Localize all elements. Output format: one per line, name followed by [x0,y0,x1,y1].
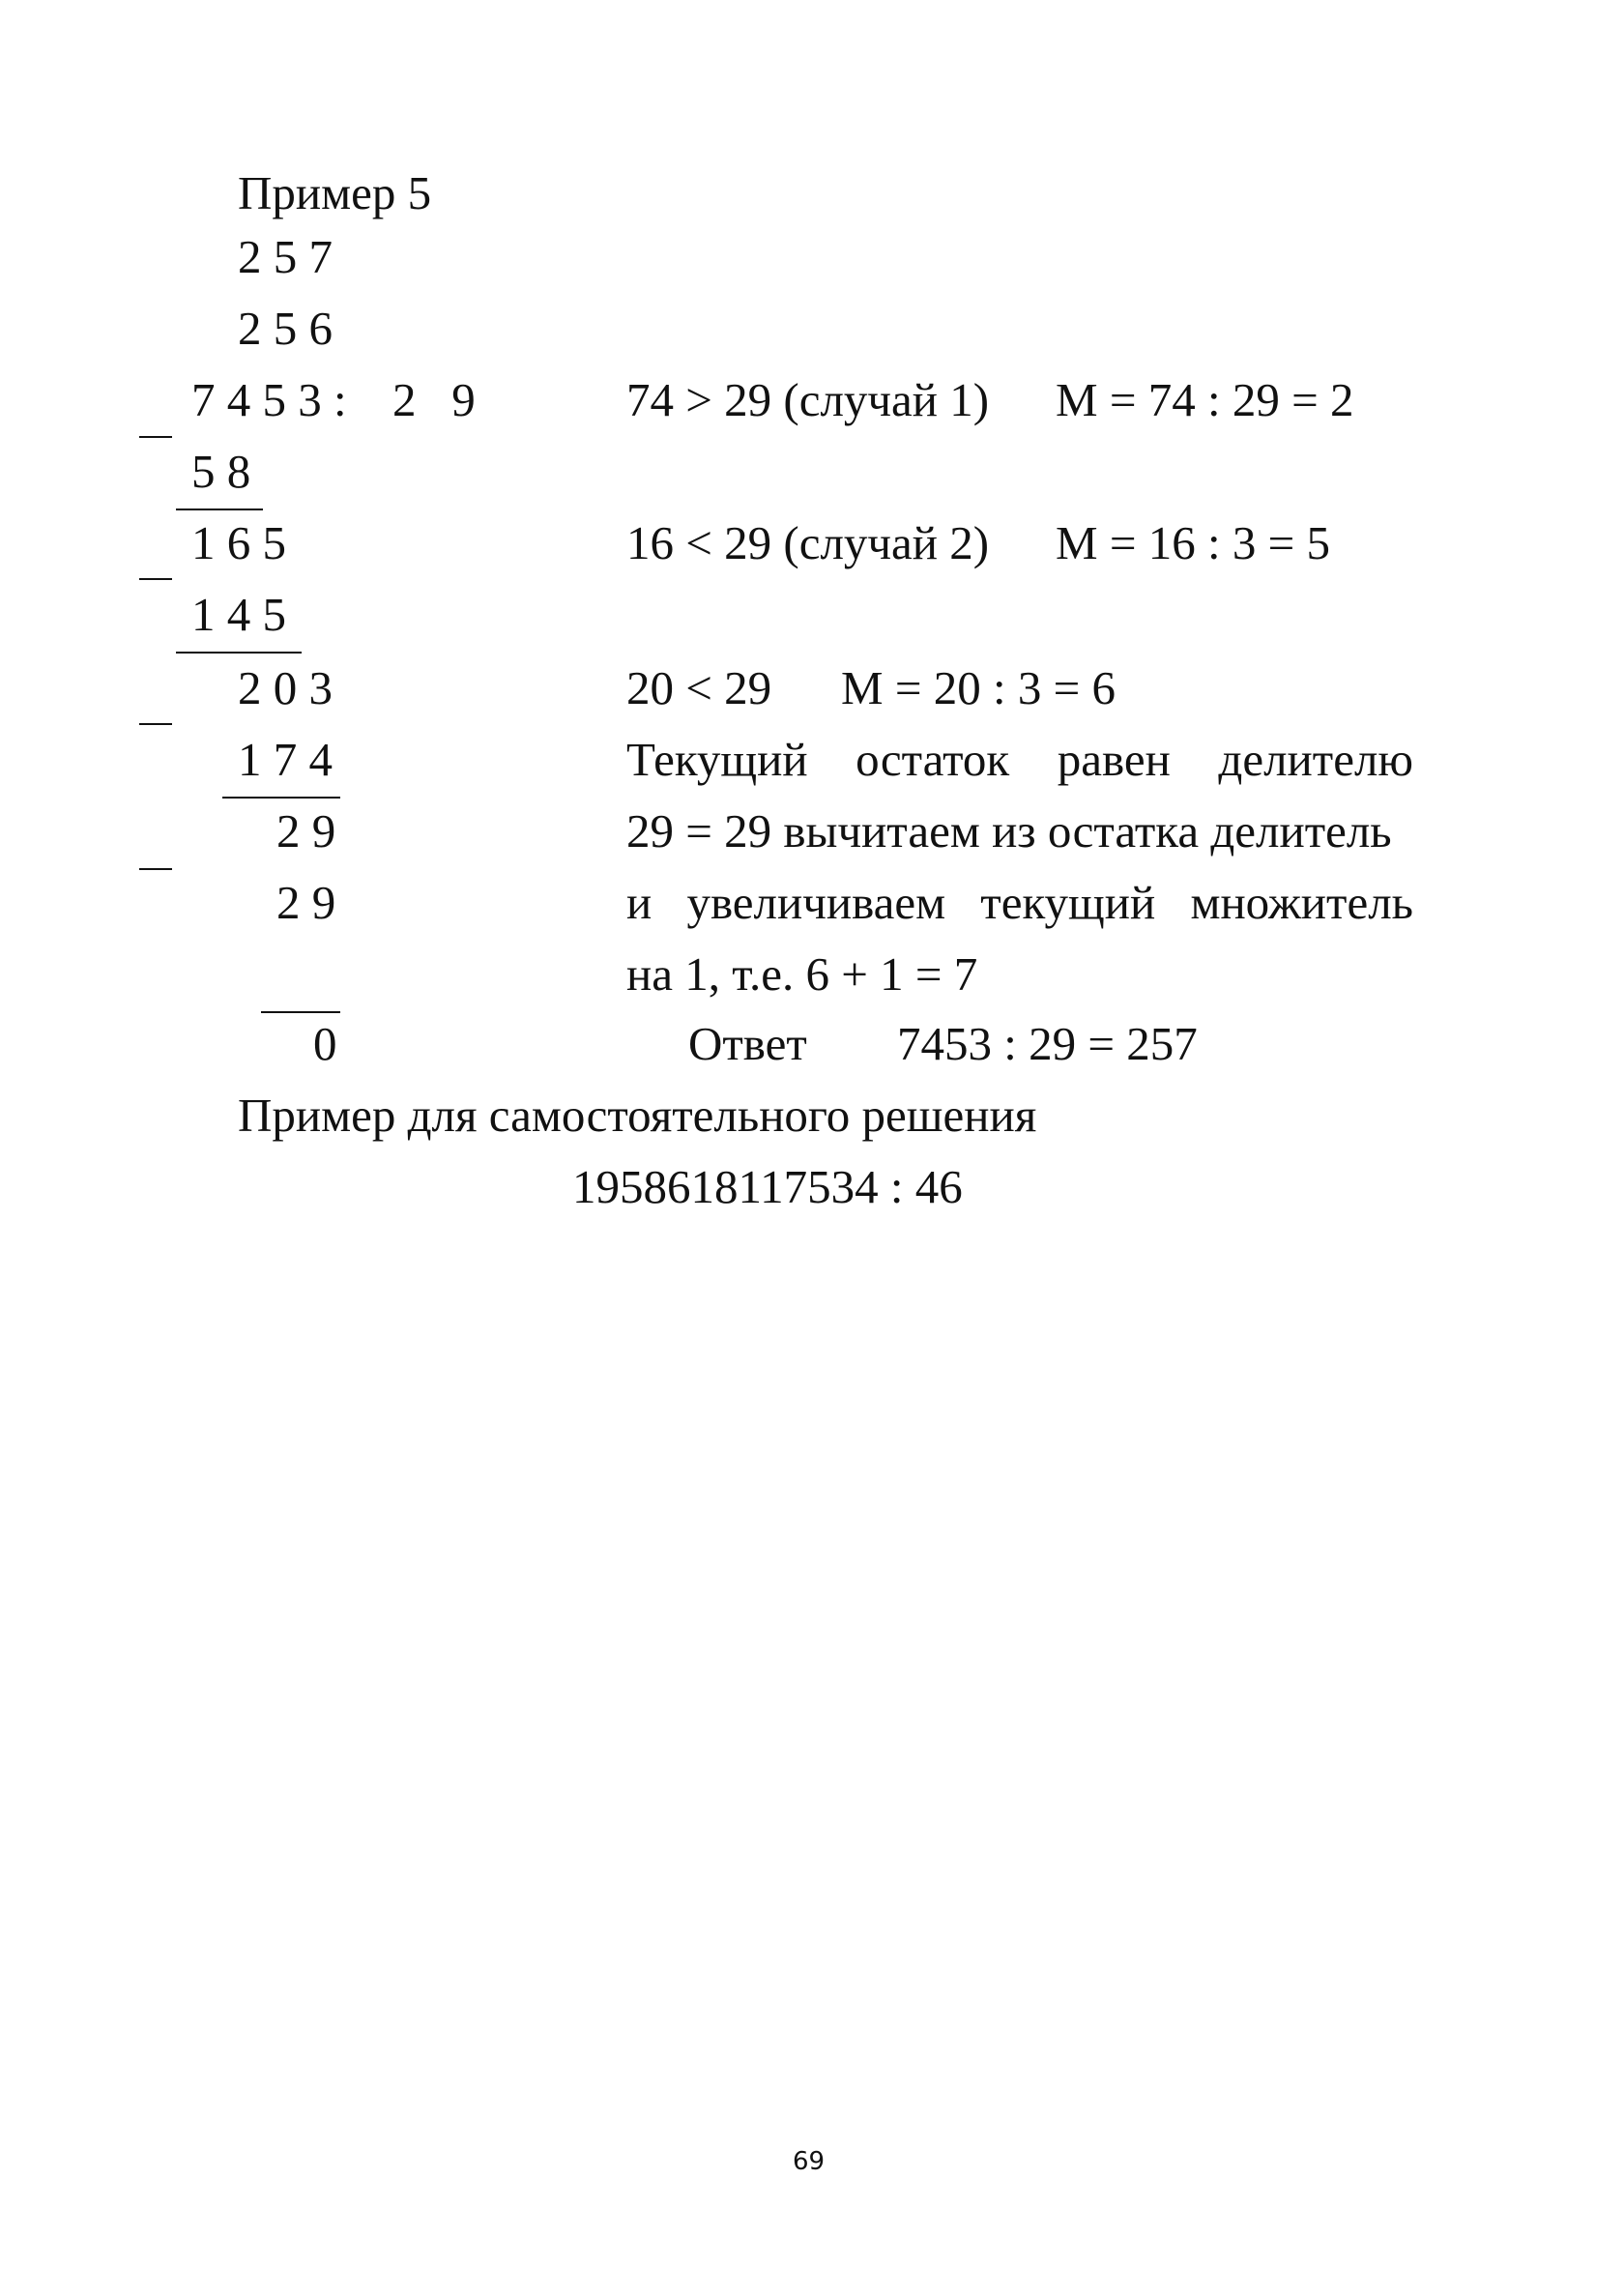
underline-4 [261,1011,340,1013]
word: делителю [1218,733,1413,786]
word: множитель [1190,876,1413,929]
remainder-3: 2 9 [276,804,336,857]
exercise-problem: 1958618117534 : 46 [572,1160,963,1213]
step1-multiplier: M = 74 : 29 = 2 [1056,373,1354,426]
minus-sign-4 [139,868,172,870]
word: равен [1057,733,1171,786]
step3-condition: 20 < 29 [626,661,772,714]
quotient-digits: 2 5 7 [238,230,333,283]
step2-condition: 16 < 29 (случай 2) [626,516,990,569]
example-heading: Пример 5 [238,166,432,219]
answer-label: Ответ [688,1017,807,1070]
word: увеличиваем [686,876,946,929]
multiplier-digits: 2 5 6 [238,302,333,355]
dividend: 7 4 5 3 : [191,373,347,426]
step2-multiplier: M = 16 : 3 = 5 [1056,516,1330,569]
remainder-1: 1 6 5 [191,516,286,569]
page-number: 69 [793,2147,826,2176]
underline-3 [222,797,340,799]
subtrahend-2: 1 4 5 [191,588,286,641]
step4-line1 [626,733,1413,787]
minus-sign-2 [139,578,172,580]
exercise-title: Пример для самостоятельного решения [238,1089,1037,1142]
word: остаток [856,733,1010,786]
step1-condition: 74 > 29 (случай 1) [626,373,990,426]
subtrahend-4: 2 9 [276,876,336,929]
word: текущий [980,876,1156,929]
word: и [626,876,652,929]
remainder-2: 2 0 3 [238,661,333,714]
underline-1 [176,509,263,510]
answer-value: 7453 : 29 = 257 [897,1017,1198,1070]
subtrahend-1: 5 8 [191,445,251,498]
step4-line2: 29 = 29 вычитаем из остатка делитель [626,804,1392,857]
minus-sign-3 [139,723,172,725]
subtrahend-3: 1 7 4 [238,733,333,786]
underline-2 [176,652,302,654]
final-remainder: 0 [313,1017,337,1070]
divisor: 2 9 [392,373,476,426]
word: Текущий [626,733,808,786]
minus-sign-1 [139,436,172,438]
step4-line3 [626,876,1413,930]
step4-line4: на 1, т.е. 6 + 1 = 7 [626,947,978,1001]
step3-multiplier: M = 20 : 3 = 6 [841,661,1116,714]
